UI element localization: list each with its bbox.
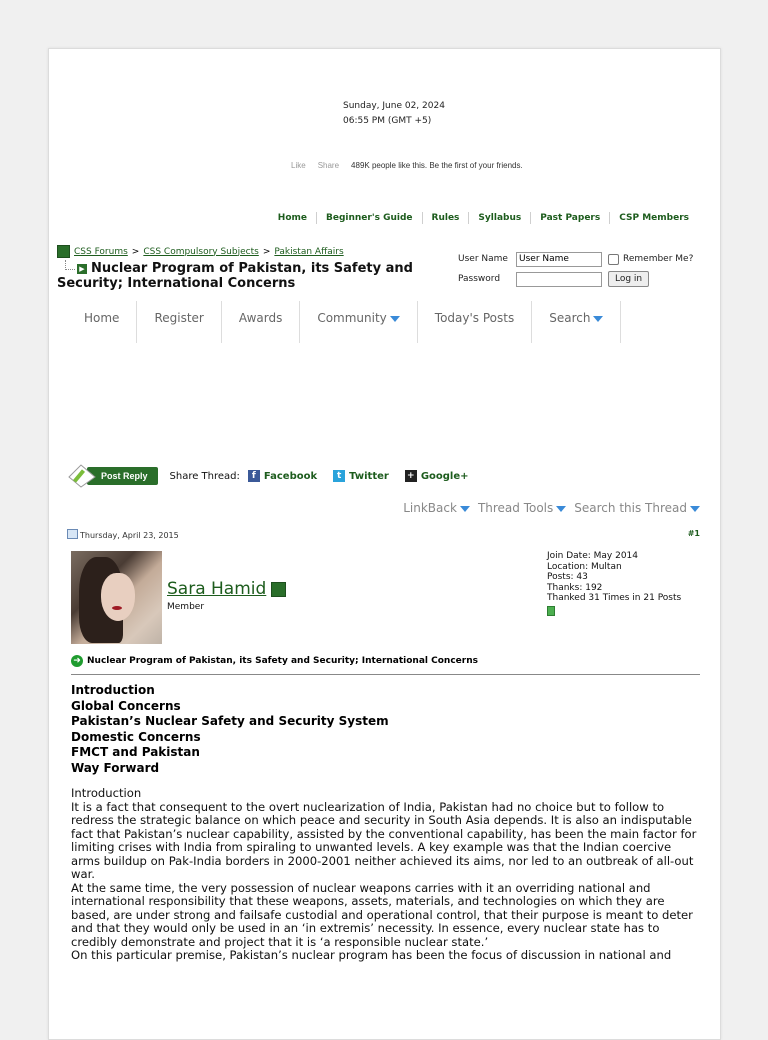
body-paragraph: On this particular premise, Pakistan’s nuclear program has been the focus of discussion in national and <box>71 948 672 962</box>
dropdown-arrow-icon <box>460 506 470 512</box>
share-googleplus-link[interactable] <box>405 470 469 482</box>
dropdown-arrow-icon <box>556 506 566 512</box>
tree-connector-icon <box>65 260 75 270</box>
nav-home-label: Home <box>84 311 120 325</box>
login-form <box>458 249 693 289</box>
topnav-csp-members[interactable]: CSP Members <box>609 212 698 224</box>
nav-home[interactable] <box>67 301 136 343</box>
googleplus-icon: + <box>405 470 417 482</box>
body-paragraph: Introduction <box>71 786 142 800</box>
dropdown-arrow-icon <box>593 316 603 322</box>
breadcrumb-compulsory-subjects[interactable]: CSS Compulsory Subjects <box>143 246 259 257</box>
thread-toolbar <box>67 463 469 489</box>
page-title <box>57 260 417 291</box>
post-title-text: Nuclear Program of Pakistan, its Safety and Security; International Concerns <box>87 656 478 666</box>
nav-register[interactable] <box>136 301 220 343</box>
nav-todays-posts[interactable] <box>417 301 531 343</box>
linkback-label: LinkBack <box>403 501 457 515</box>
thread-arrow-icon: ▶ <box>77 264 87 274</box>
password-label: Password <box>458 274 501 284</box>
post-body <box>71 787 701 963</box>
location: Location: Multan <box>547 561 622 572</box>
thanked-count: Thanked 31 Times in 21 Posts <box>547 593 682 603</box>
post-reply-button[interactable] <box>67 463 158 489</box>
post-author[interactable] <box>167 579 286 599</box>
topnav-syllabus[interactable]: Syllabus <box>468 212 530 224</box>
nav-community-label: Community <box>317 311 387 325</box>
linkback-menu[interactable] <box>403 501 470 515</box>
thread-tools-bar <box>403 501 700 515</box>
facebook-icon: f <box>248 470 260 482</box>
pencil-icon <box>67 463 93 489</box>
user-info <box>547 551 681 619</box>
toc-item: Global Concerns <box>71 698 181 713</box>
calendar-icon <box>67 529 78 539</box>
avatar[interactable] <box>71 551 162 644</box>
post-author-name: Sara Hamid <box>167 579 267 599</box>
login-button[interactable]: Log in <box>608 271 649 287</box>
nav-search[interactable] <box>531 301 621 343</box>
post-number-link[interactable]: #1 <box>687 529 700 538</box>
breadcrumb-css-forums[interactable]: CSS Forums <box>74 246 128 257</box>
nav-register-label: Register <box>154 311 204 325</box>
password-input[interactable] <box>516 272 602 287</box>
post-header <box>67 529 700 540</box>
nav-awards[interactable] <box>221 301 299 343</box>
current-date: Sunday, June 02, 2024 <box>343 101 445 111</box>
datetime <box>343 99 445 129</box>
breadcrumb <box>57 245 417 291</box>
search-thread-label: Search this Thread <box>574 501 687 515</box>
post-title <box>71 655 700 675</box>
facebook-like-widget <box>291 161 523 170</box>
share-twitter-link[interactable] <box>333 470 389 482</box>
username-label: User Name <box>458 254 508 264</box>
breadcrumb-separator: > <box>262 246 271 257</box>
share-thread-label: Share Thread: <box>169 470 240 482</box>
toc-item: Way Forward <box>71 760 160 775</box>
thread-tools-menu[interactable] <box>478 501 566 515</box>
toc-item: Introduction <box>71 683 155 697</box>
page-container <box>48 48 721 1040</box>
toc-item: Pakistan’s Nuclear Safety and Security System <box>71 714 389 728</box>
arrow-right-circle-icon: ➜ <box>71 655 83 667</box>
username-input[interactable] <box>516 252 602 267</box>
body-paragraph: At the same time, the very possession of nuclear weapons carries with it an overriding national and international responsibility that these weapons, assets, materials, and technologies on which they are based, are under strong and failsafe custodial and operational control, that their purpose is meant to deter and that they would only be used in an ‘in extremis’ necessity. In essence, every nuclear state has to credibly demonstrate and project that it is ‘a responsible nuclear state.’ <box>71 880 693 949</box>
twitter-icon: t <box>333 470 345 482</box>
topnav-home[interactable]: Home <box>277 213 307 223</box>
thanks-count: Thanks: 192 <box>547 582 603 593</box>
body-paragraph: It is a fact that consequent to the overt nuclearization of India, Pakistan had no choice but to follow to redress the strategic balance on which peace and security in South Asia depends. It is also an indisputable fact that Pakistan’s nuclear capability, assisted by the conventional capability, has been the main factor for limiting crises with India from spiraling to unwanted levels. A key example was that the Indian coercive arms buildup on Pak-India borders in 2000-2001 neither achieved its aims, nor led to an outbreak of all-out war. <box>71 799 697 881</box>
user-status-icon <box>271 582 286 597</box>
topnav-rules[interactable]: Rules <box>422 212 469 224</box>
share-twitter-label: Twitter <box>349 470 389 482</box>
join-date: Join Date: May 2014 <box>547 551 639 561</box>
topnav-beginners-guide[interactable]: Beginner's Guide <box>316 212 422 224</box>
nav-todays-posts-label: Today's Posts <box>434 311 515 325</box>
thread-title-text: Nuclear Program of Pakistan, its Safety and Security; International Concerns <box>57 261 413 291</box>
toc-item: Domestic Concerns <box>71 729 201 744</box>
main-navigation <box>67 301 621 343</box>
forum-icon <box>57 245 70 258</box>
online-status-icon <box>547 606 555 616</box>
fb-share-button[interactable]: Share <box>317 161 340 170</box>
fb-like-button[interactable]: Like <box>291 161 306 170</box>
dropdown-arrow-icon <box>690 506 700 512</box>
nav-community[interactable] <box>299 301 416 343</box>
post-reply-label: Post Reply <box>87 467 158 485</box>
user-rank: Member <box>167 602 205 612</box>
nav-awards-label: Awards <box>238 311 283 325</box>
post-date: Thursday, April 23, 2015 <box>80 531 179 540</box>
share-facebook-link[interactable] <box>248 470 317 482</box>
remember-me-checkbox[interactable] <box>608 254 619 265</box>
fb-like-count: 489K people like this. Be the first of your friends. <box>351 161 523 170</box>
topnav-past-papers[interactable]: Past Papers <box>530 212 609 224</box>
thread-tools-label: Thread Tools <box>477 501 554 515</box>
toc-item: FMCT and Pakistan <box>71 745 200 759</box>
nav-search-label: Search <box>549 311 591 325</box>
current-time: 06:55 PM (GMT +5) <box>343 116 432 126</box>
remember-me-label: Remember Me? <box>623 254 694 264</box>
dropdown-arrow-icon <box>390 316 400 322</box>
top-navigation <box>269 212 698 224</box>
search-thread-menu[interactable] <box>574 501 700 515</box>
breadcrumb-pakistan-affairs[interactable]: Pakistan Affairs <box>274 246 344 257</box>
share-googleplus-label: Google+ <box>420 470 469 482</box>
breadcrumb-separator: > <box>131 246 140 257</box>
table-of-contents <box>71 683 389 776</box>
share-facebook-label: Facebook <box>263 470 318 482</box>
post-count: Posts: 43 <box>547 572 588 582</box>
